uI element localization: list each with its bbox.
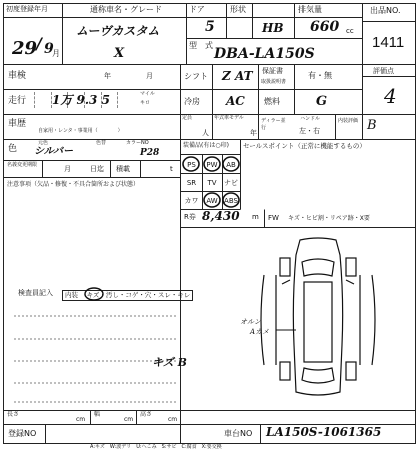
name-change-month: 月 [64,165,71,173]
car-name-value: ムーヴカスタム [76,24,160,38]
grade-value: X [114,46,125,61]
color-number-value: P28 [140,148,160,158]
door-value: 5 [205,19,215,35]
inspector-options: 内装 （キズ・汚し・コゲ・穴・スレ・キレ [62,290,193,301]
warranty-value: 有・無 [308,71,332,80]
height-label: 高さ [140,411,153,418]
shape-label: 形状 [230,5,246,14]
registration-number-label: 登録NO [8,429,37,438]
fw-text: キズ・ヒビ割・リペア跡・X要 [288,215,370,222]
equipment-item: カワ [184,196,199,205]
car-name-label: 通称車名・グレード [90,5,162,14]
dealer-label: ディラー並行 [261,118,286,131]
handle-value: 左・右 [299,127,320,135]
diagram-annotation-1: オルン [240,318,261,326]
handle-label: ハンドル [300,116,321,122]
mileage-value: 1万 9.3 5 [52,93,110,107]
displacement-value: 660 [310,19,340,35]
mileage-unit-km: キロ [140,100,151,106]
r-ticket-unit: m [252,213,259,221]
color-number-label: カラーNO [126,140,149,146]
equipment-item: AW [206,196,218,205]
interior-value: B [367,118,377,133]
registration-month-value: 9 [44,41,54,57]
shift-value: Z AT [222,69,253,83]
damage-legend: A:キズ W:波デリ U:へこみ S:サビ C:腐食 X:要交換 [90,444,222,450]
inspector-note: キズ B [152,356,187,369]
equipment-item: PW [206,160,218,169]
registration-slash: / [36,34,42,53]
fw-label: FW [268,214,279,222]
equipment-title: 装備品(有は○印) [183,142,229,149]
ac-label: 冷房 [184,97,200,106]
inspector-label: 検査員記入 [18,289,53,297]
name-change-day: 日迄 [90,165,104,173]
chassis-number-label: 車台NO [224,429,253,438]
equipment-item: AB [226,160,236,169]
ac-value: AC [226,94,245,108]
displacement-unit: cc [346,27,354,35]
color-value: シルバー [34,146,74,157]
interior-label: 内装評価 [338,118,359,124]
door-label: ドア [189,5,205,14]
load-label: 積載 [116,165,130,173]
equipment-item: PS [187,160,196,169]
diagram-annotation-2: Aカメ [250,328,270,336]
displacement-label: 排気量 [298,5,322,14]
year-model-unit: 年 [250,129,257,137]
load-unit: t [170,165,173,173]
equipment-item: SR [186,179,197,187]
warranty-sub-label: 取扱説明書 [261,79,287,85]
length-label: 長さ [7,411,20,418]
first-registration-label: 初度登録年月 [6,5,48,13]
shift-label: シフト [184,72,208,81]
chassis-number-value: LA150S-1061365 [266,425,382,439]
year-model-label: 年式車モデル [214,115,244,121]
model-value: DBA-LA150S [214,46,315,62]
equipment-item: TV [207,179,217,187]
color-label: 色 [8,144,18,154]
registration-month-suffix: 月 [52,49,60,58]
width-label: 幅 [94,411,101,418]
fuel-value: G [316,94,328,109]
r-ticket-value: 8,430 [202,209,240,223]
repaint-color-label: 色替 [96,140,107,146]
model-label: 型 式 [189,41,213,50]
length-unit: cm [76,416,86,423]
lot-number-label: 出品NO. [370,6,401,15]
r-ticket-label: R券 [184,213,196,221]
history-label: 車歴 [8,119,27,129]
lot-number-value: 1411 [372,34,405,51]
shaken-year-unit: 年 [104,72,111,80]
warranty-label: 保証書 [262,67,283,75]
mileage-label: 走行 [8,96,27,106]
shaken-month-unit: 月 [146,72,153,80]
shape-value: HB [262,21,284,35]
registration-year-value: 29 [12,38,38,59]
evaluation-score: 4 [384,84,397,108]
shaken-label: 車検 [8,71,27,81]
capacity-unit: 人 [202,129,209,137]
equipment-item: ナビ [224,179,238,187]
history-sub-label: 自家用・レンタ・事業用（ ） [38,128,123,134]
width-unit: cm [124,416,134,423]
original-color-label: 元色 [38,140,49,146]
capacity-label: 定員 [182,115,193,121]
mileage-unit-mile: マイル [140,91,155,97]
fuel-label: 燃料 [264,97,280,106]
name-change-label: 名義変更期限 [7,162,38,168]
height-unit: cm [168,416,178,423]
sales-point-title: セールスポイント（正常に機能するもの） [243,142,366,150]
notes-label: 注意事項（欠品・修復・不具合箇所および状態） [7,181,140,188]
equipment-item: ABS [224,196,238,205]
evaluation-label: 評価点 [373,67,394,75]
